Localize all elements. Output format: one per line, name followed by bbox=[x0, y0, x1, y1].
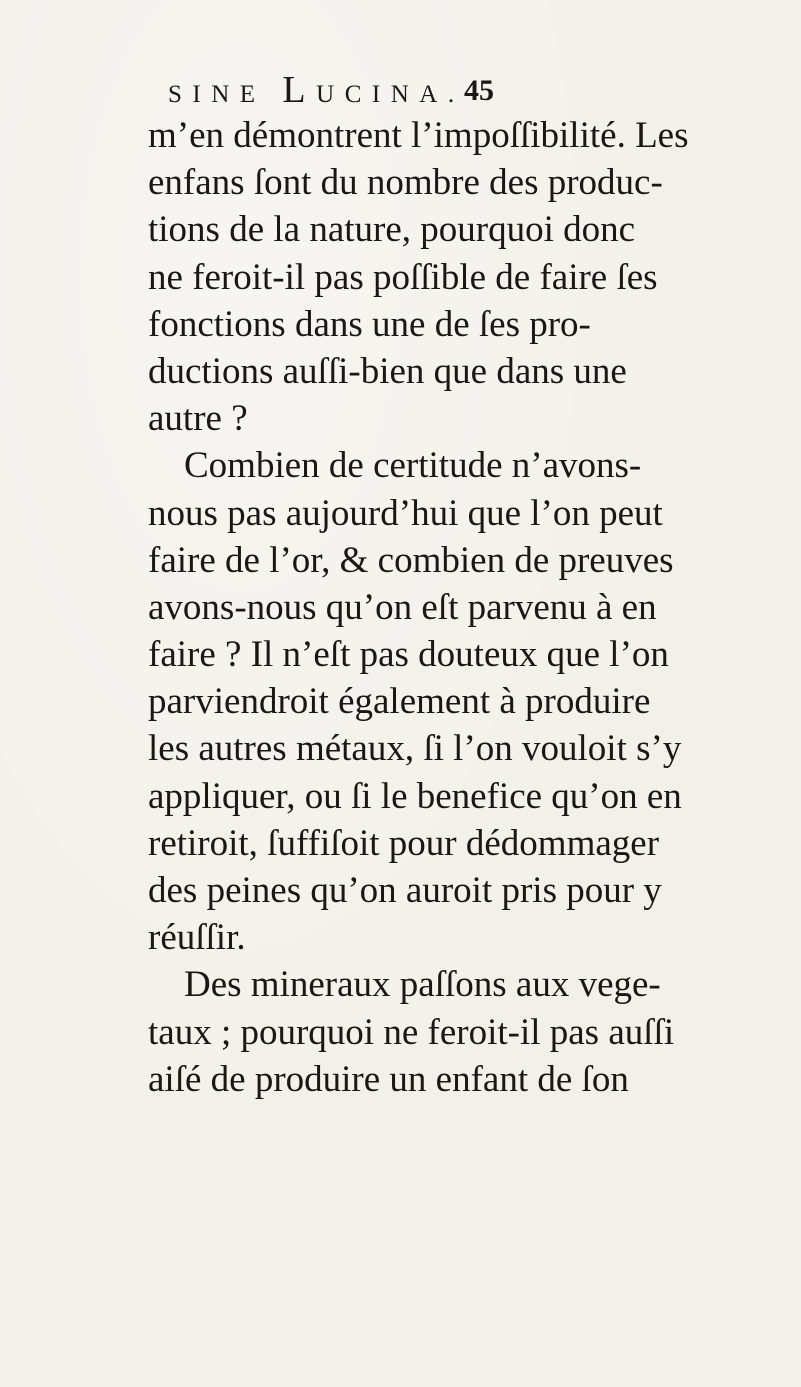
text-line: nous pas aujourd’hui que l’on peut bbox=[148, 492, 663, 534]
text-line: retiroit, ſuffiſoit pour dédommager bbox=[148, 822, 660, 864]
text-line: ne feroit-il pas poſſible de faire ſes bbox=[148, 256, 658, 298]
text-line: enfans ſont du nombre des produc- bbox=[148, 162, 663, 204]
running-header bbox=[168, 68, 668, 111]
text-line: faire ? Il n’eſt pas douteux que l’on bbox=[148, 634, 669, 676]
text-line: faire de l’or, & combien de preuves bbox=[148, 539, 674, 581]
text-line: fonctions dans une de ſes pro- bbox=[148, 303, 591, 345]
text-line: taux ; pourquoi ne feroit-il pas auſſi bbox=[148, 1011, 675, 1053]
paragraph-start-line: Des mineraux paſſons aux vege- bbox=[184, 964, 661, 1006]
running-title-rest: UCINA. bbox=[316, 81, 465, 108]
running-title-capital: L bbox=[282, 69, 317, 111]
text-line: parviendroit également à produire bbox=[148, 681, 651, 723]
page-number: 45 bbox=[464, 74, 494, 107]
body-text bbox=[148, 112, 788, 1103]
text-line: les autres métaux, ſi l’on vouloit s’y bbox=[148, 728, 682, 770]
running-title bbox=[168, 68, 465, 112]
text-line: réuſſir. bbox=[148, 917, 246, 959]
text-line: ductions auſſi-bien que dans une bbox=[148, 350, 627, 392]
paragraph-start-line: Combien de certitude n’avons- bbox=[184, 445, 642, 487]
running-title-prefix: SINE bbox=[168, 81, 283, 108]
text-line: appliquer, ou ſi le benefice qu’on en bbox=[148, 775, 682, 817]
text-line: des peines qu’on auroit pris pour y bbox=[148, 870, 662, 911]
text-line: avons-nous qu’on eſt parvenu à en bbox=[148, 586, 657, 628]
text-line: autre ? bbox=[148, 398, 248, 440]
text-line: tions de la nature, pourquoi donc bbox=[148, 209, 636, 251]
text-line: m’en démontrent l’impoſſibilité. Les bbox=[148, 115, 689, 156]
text-line: aiſé de produire un enfant de ſon bbox=[148, 1058, 629, 1100]
